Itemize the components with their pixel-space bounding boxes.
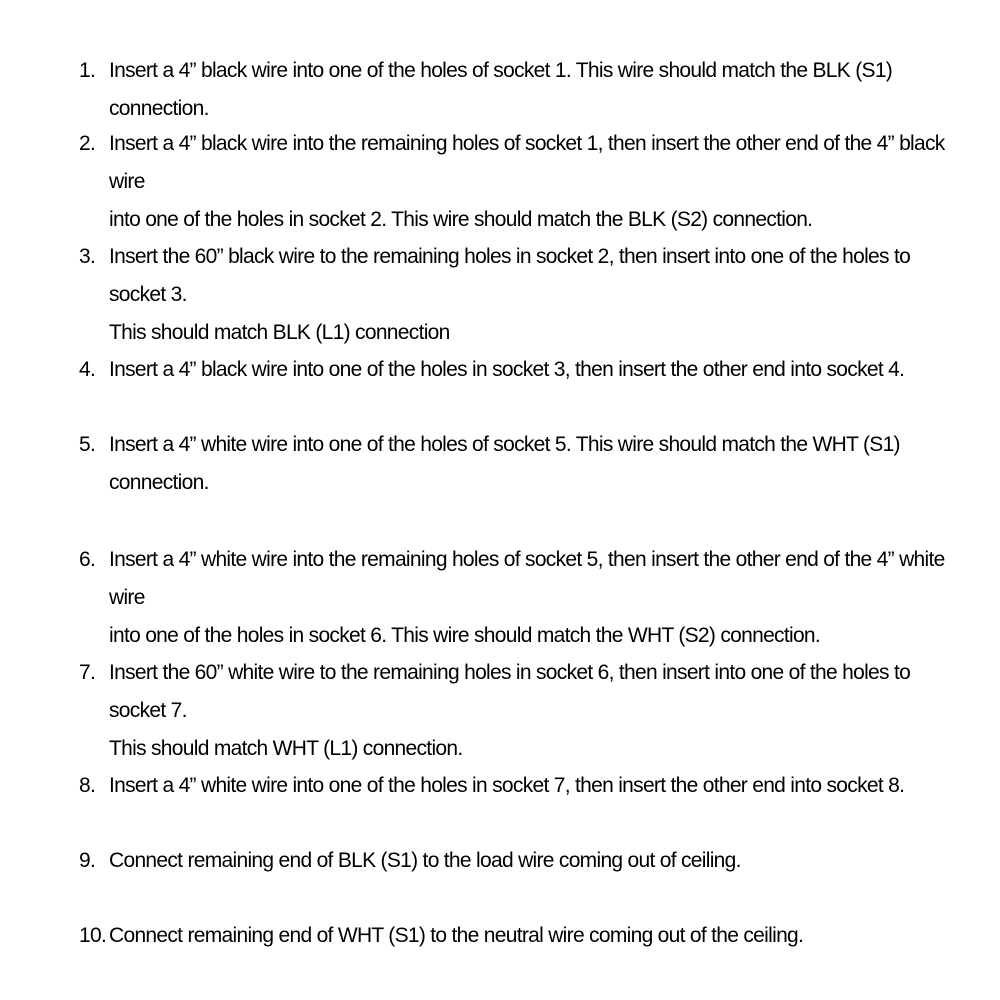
instruction-step-3 (79, 238, 959, 352)
step-text-line: Insert a 4” white wire into the remaining holes of socket 5, then insert the other end of the 4” white wire (109, 548, 945, 609)
step-text-line: Insert the 60” white wire to the remaining holes in socket 6, then insert into one of the holes to socket 7. (109, 661, 911, 722)
step-number: 6. (79, 548, 96, 571)
step-text-line: Connect remaining end of WHT (S1) to the neutral wire coming out of the ceiling. (109, 924, 804, 947)
step-text-line: Insert a 4” black wire into one of the holes of socket 1. This wire should match the BLK (S1) connection. (109, 59, 893, 120)
step-text-line: Connect remaining end of BLK (S1) to the load wire coming out of ceiling. (109, 849, 741, 872)
instruction-step-2 (79, 125, 959, 239)
step-number: 4. (79, 358, 96, 381)
step-text-line: This should match WHT (L1) connection. (109, 737, 463, 760)
instruction-step-10 (79, 917, 959, 955)
step-text-line: into one of the holes in socket 2. This wire should match the BLK (S2) connection. (109, 208, 813, 231)
step-text-line: Insert the 60” black wire to the remaining holes in socket 2, then insert into one of the holes to socket 3. (109, 245, 911, 306)
step-text-line: Insert a 4” white wire into one of the holes in socket 7, then insert the other end into socket 8. (109, 774, 905, 797)
step-text-line: Insert a 4” black wire into the remaining holes of socket 1, then insert the other end of the 4” black wire (109, 132, 945, 193)
step-text-line: This should match BLK (L1) connection (109, 321, 450, 344)
step-number: 1. (79, 59, 96, 82)
step-text (109, 426, 959, 502)
step-text-line: Insert a 4” black wire into one of the holes in socket 3, then insert the other end into socket 4. (109, 358, 905, 381)
step-number: 9. (79, 849, 96, 872)
step-text (109, 767, 959, 805)
step-text (109, 351, 959, 389)
step-number: 8. (79, 774, 96, 797)
step-text (109, 125, 959, 239)
step-text-line: Insert a 4” white wire into one of the holes of socket 5. This wire should match the WHT (S1) (109, 433, 900, 456)
instruction-step-1 (79, 52, 959, 128)
step-text (109, 917, 959, 955)
step-text (109, 842, 959, 880)
instruction-step-8 (79, 767, 959, 805)
instruction-step-6 (79, 541, 959, 655)
step-number: 7. (79, 661, 96, 684)
step-number: 3. (79, 245, 96, 268)
step-text (109, 541, 959, 655)
step-text-line: into one of the holes in socket 6. This wire should match the WHT (S2) connection. (109, 624, 821, 647)
instruction-step-9 (79, 842, 959, 880)
step-number: 10. (79, 924, 107, 947)
step-text-line: connection. (109, 471, 209, 494)
instruction-step-5 (79, 426, 959, 502)
step-text (109, 654, 959, 768)
step-text (109, 52, 959, 128)
step-number: 5. (79, 433, 96, 456)
instruction-step-7 (79, 654, 959, 768)
step-text (109, 238, 959, 352)
step-number: 2. (79, 132, 96, 155)
instruction-step-4 (79, 351, 959, 389)
